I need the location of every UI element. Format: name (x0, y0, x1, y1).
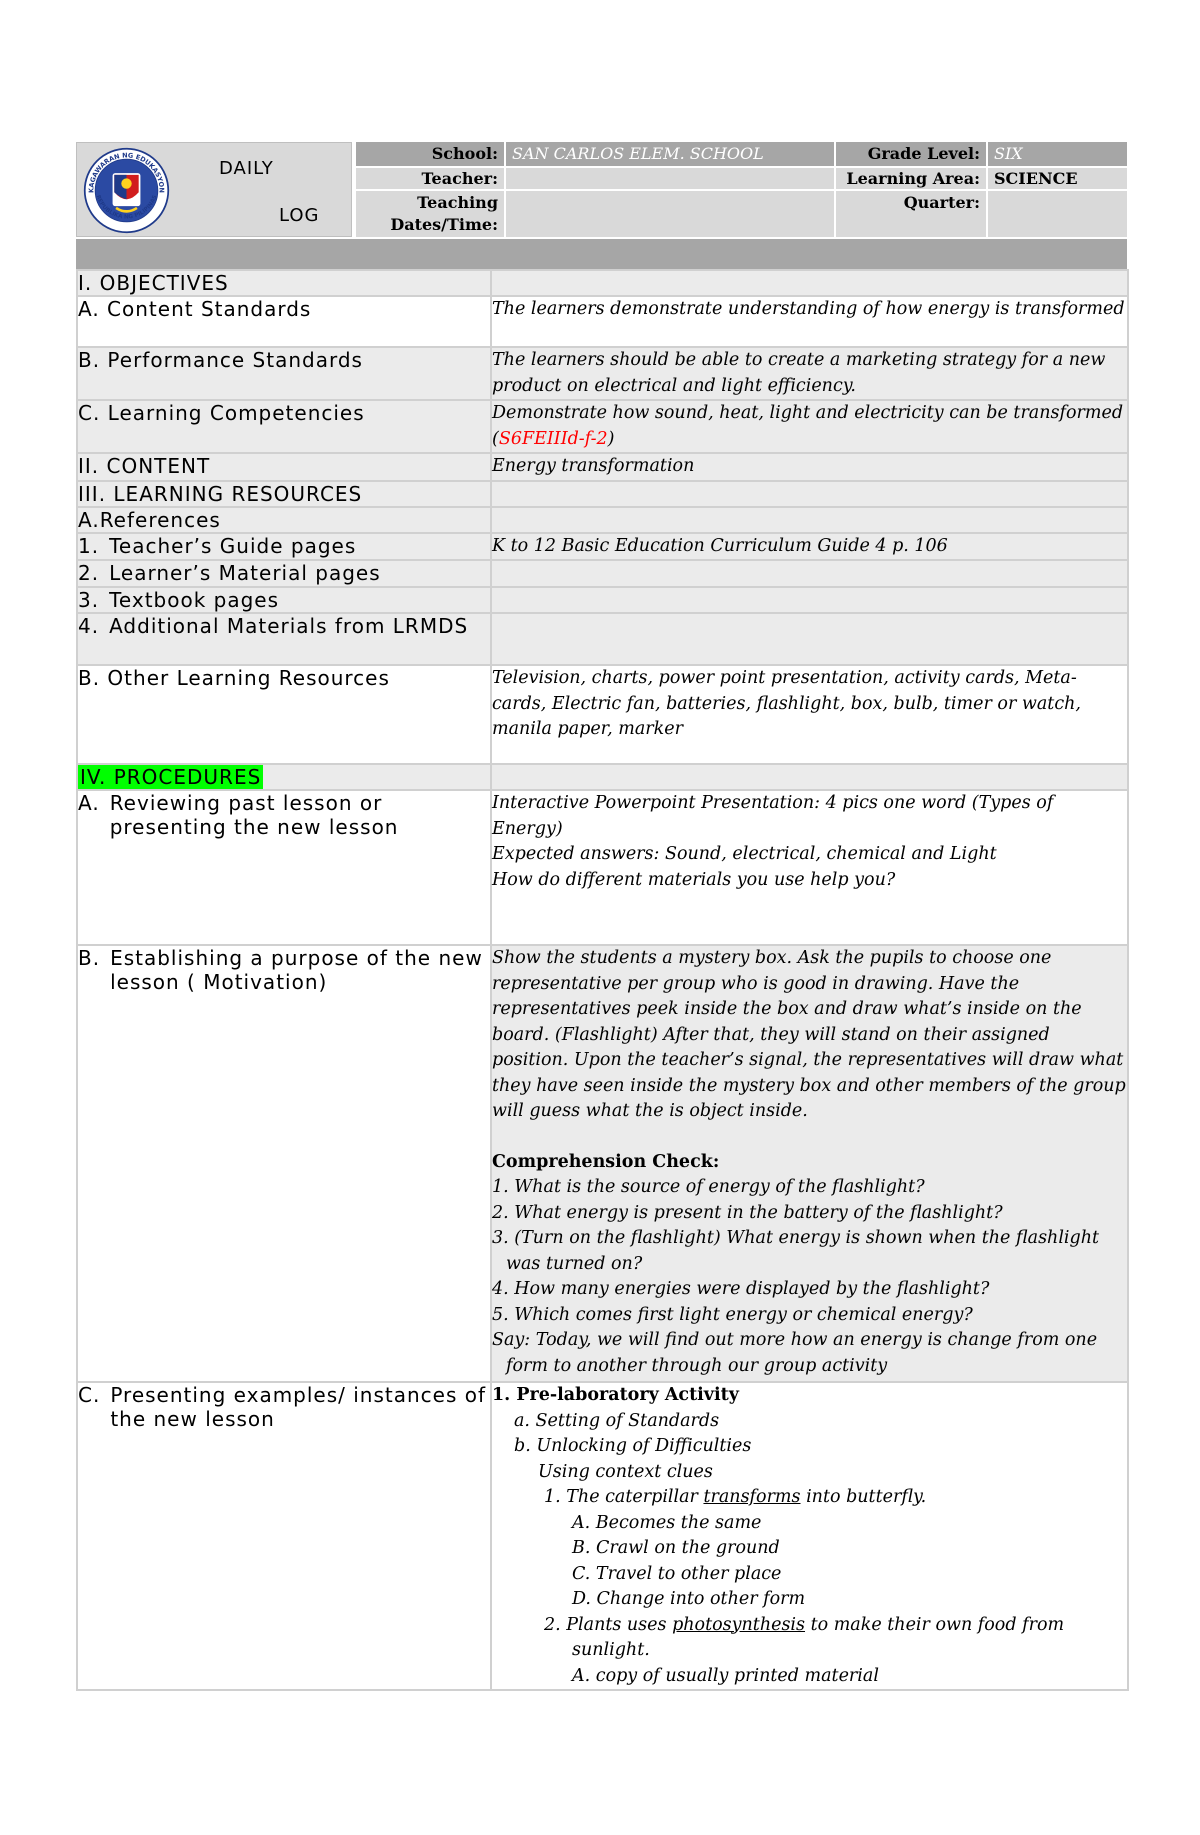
header-row-dates (356, 191, 1127, 237)
school-value: SAN CARLOS ELEM. SCHOOL (506, 142, 834, 166)
row-procedure-b (77, 945, 1128, 1382)
row-content-standards (77, 296, 1128, 347)
lesson-table (76, 269, 1129, 1691)
procedures-heading: IV. PROCEDURES (77, 764, 491, 790)
svg-text:KAGAWARAN NG EDUKASYON: KAGAWARAN NG EDUKASYON (87, 151, 166, 193)
comprehension-check-heading: Comprehension Check: (492, 1151, 720, 1172)
grade-level-value: SIX (988, 142, 1127, 166)
row-learning-competencies (77, 400, 1128, 453)
learning-competencies-value: Demonstrate how sound, heat, light and electricity can be transformed (S6FEIIId-f-2) (491, 400, 1128, 453)
pre-lab-heading: 1. Pre-laboratory Activity (492, 1385, 739, 1405)
additional-materials-label: 4. Additional Materials from LRMDS (77, 613, 491, 665)
row-procedures (77, 764, 1128, 790)
other-resources-value: Television, charts, power point presentation, activity cards, Meta-cards, Electric fan, batteries, flashlight, box, bulb, timer or watch, manila paper, marker (491, 665, 1128, 764)
content-standards-label: A. Content Standards (77, 296, 491, 347)
teachers-guide-label: 1. Teacher’s Guide pages (77, 533, 491, 561)
row-additional-materials (77, 613, 1128, 665)
objectives-value (491, 270, 1128, 296)
grade-level-label: Grade Level: (836, 142, 986, 166)
learners-material-value (491, 560, 1128, 587)
quarter-label: Quarter: (836, 191, 986, 237)
content-standards-value: The learners demonstrate understanding of how energy is transformed (491, 296, 1128, 347)
references-label: A.References (77, 507, 491, 533)
row-teachers-guide (77, 533, 1128, 561)
content-value: Energy transformation (491, 453, 1128, 481)
additional-materials-value (491, 613, 1128, 665)
row-learners-material (77, 560, 1128, 587)
header (76, 142, 1127, 239)
content-heading: II. CONTENT (77, 453, 491, 481)
header-title-block (76, 142, 352, 237)
row-objectives (77, 270, 1128, 296)
teaching-dates-label: Teaching Dates/Time: (356, 191, 504, 237)
title-daily: DAILY (219, 158, 274, 179)
row-content (77, 453, 1128, 481)
learning-resources-heading: III. LEARNING RESOURCES (77, 481, 491, 507)
objectives-heading: I. OBJECTIVES (77, 270, 491, 296)
row-references (77, 507, 1128, 533)
title-log: LOG (279, 205, 320, 226)
row-textbook-pages (77, 587, 1128, 613)
teacher-value (506, 168, 834, 189)
textbook-pages-label: 3. Textbook pages (77, 587, 491, 613)
quarter-value (988, 191, 1127, 237)
row-procedure-a (77, 790, 1128, 945)
procedure-b-label: B. Establishing a purpose of the new lesson ( Motivation) (77, 945, 491, 1382)
header-row-school (356, 142, 1127, 166)
row-procedure-c (77, 1382, 1128, 1690)
teacher-label: Teacher: (356, 168, 504, 189)
other-resources-label: B. Other Learning Resources (77, 665, 491, 764)
performance-standards-value: The learners should be able to create a marketing strategy for a new product on electrical and light efficiency. (491, 347, 1128, 400)
svg-text:REPUBLIKA NG PILIPINAS: REPUBLIKA NG PILIPINAS (94, 194, 159, 221)
procedure-a-value: Interactive Powerpoint Presentation: 4 pics one word (Types of Energy) Expected answers: Sound, electrical, chemical and Light How do different materials you use help you? (491, 790, 1128, 945)
learning-area-label: Learning Area: (836, 168, 986, 189)
procedure-a-label: A. Reviewing past lesson or presenting the new lesson (77, 790, 491, 945)
performance-standards-label: B. Performance Standards (77, 347, 491, 400)
daily-log-page (76, 142, 1127, 1686)
header-row-teacher (356, 168, 1127, 189)
learning-area-value: SCIENCE (988, 168, 1127, 189)
procedure-c-label: C. Presenting examples/ instances of the new lesson (77, 1382, 491, 1690)
teachers-guide-value: K to 12 Basic Education Curriculum Guide 4 p. 106 (491, 533, 1128, 561)
learning-competencies-label: C. Learning Competencies (77, 400, 491, 453)
procedure-c-value: 1. Pre-laboratory Activity a. Setting of Standards b. Unlocking of Difficulties Using context clues 1. The caterpillar transforms into butterfly. A. Becomes the same B. Crawl on the ground C. Travel to other place D. Change into other form 2. Plants uses photosynthesis to make their own food from sunlight. A. copy of usually printed material (491, 1382, 1128, 1690)
procedure-b-value: Show the students a mystery box. Ask the pupils to choose one representative per group who is good in drawing. Have the representatives peek inside the box and draw what’s inside on the board. (Flashlight) After that, they will stand on their assigned position. Upon the teacher’s signal, the representatives will draw what they have seen inside the mystery box and other members of the group will guess what the is object inside. Comprehension Check: 1. What is the source of energy of the flashlight? 2. What energy is present in the battery of the flashlight? 3. (Turn on the flashlight) What energy is shown when the flashlight was turned on? 4. How many energies were displayed by the flashlight? 5. Which comes first light energy or chemical energy? Say: Today, we will find out more how an energy is change from one form to another through our group activity (491, 945, 1128, 1382)
learners-material-label: 2. Learner’s Material pages (77, 560, 491, 587)
textbook-pages-value (491, 587, 1128, 613)
teaching-dates-value (506, 191, 834, 237)
school-label: School: (356, 142, 504, 166)
header-divider-bar (76, 239, 1127, 269)
row-other-resources (77, 665, 1128, 764)
row-learning-resources (77, 481, 1128, 507)
competency-code: S6FEIIId-f-2 (498, 428, 608, 449)
row-performance-standards (77, 347, 1128, 400)
deped-seal-icon (83, 147, 170, 234)
